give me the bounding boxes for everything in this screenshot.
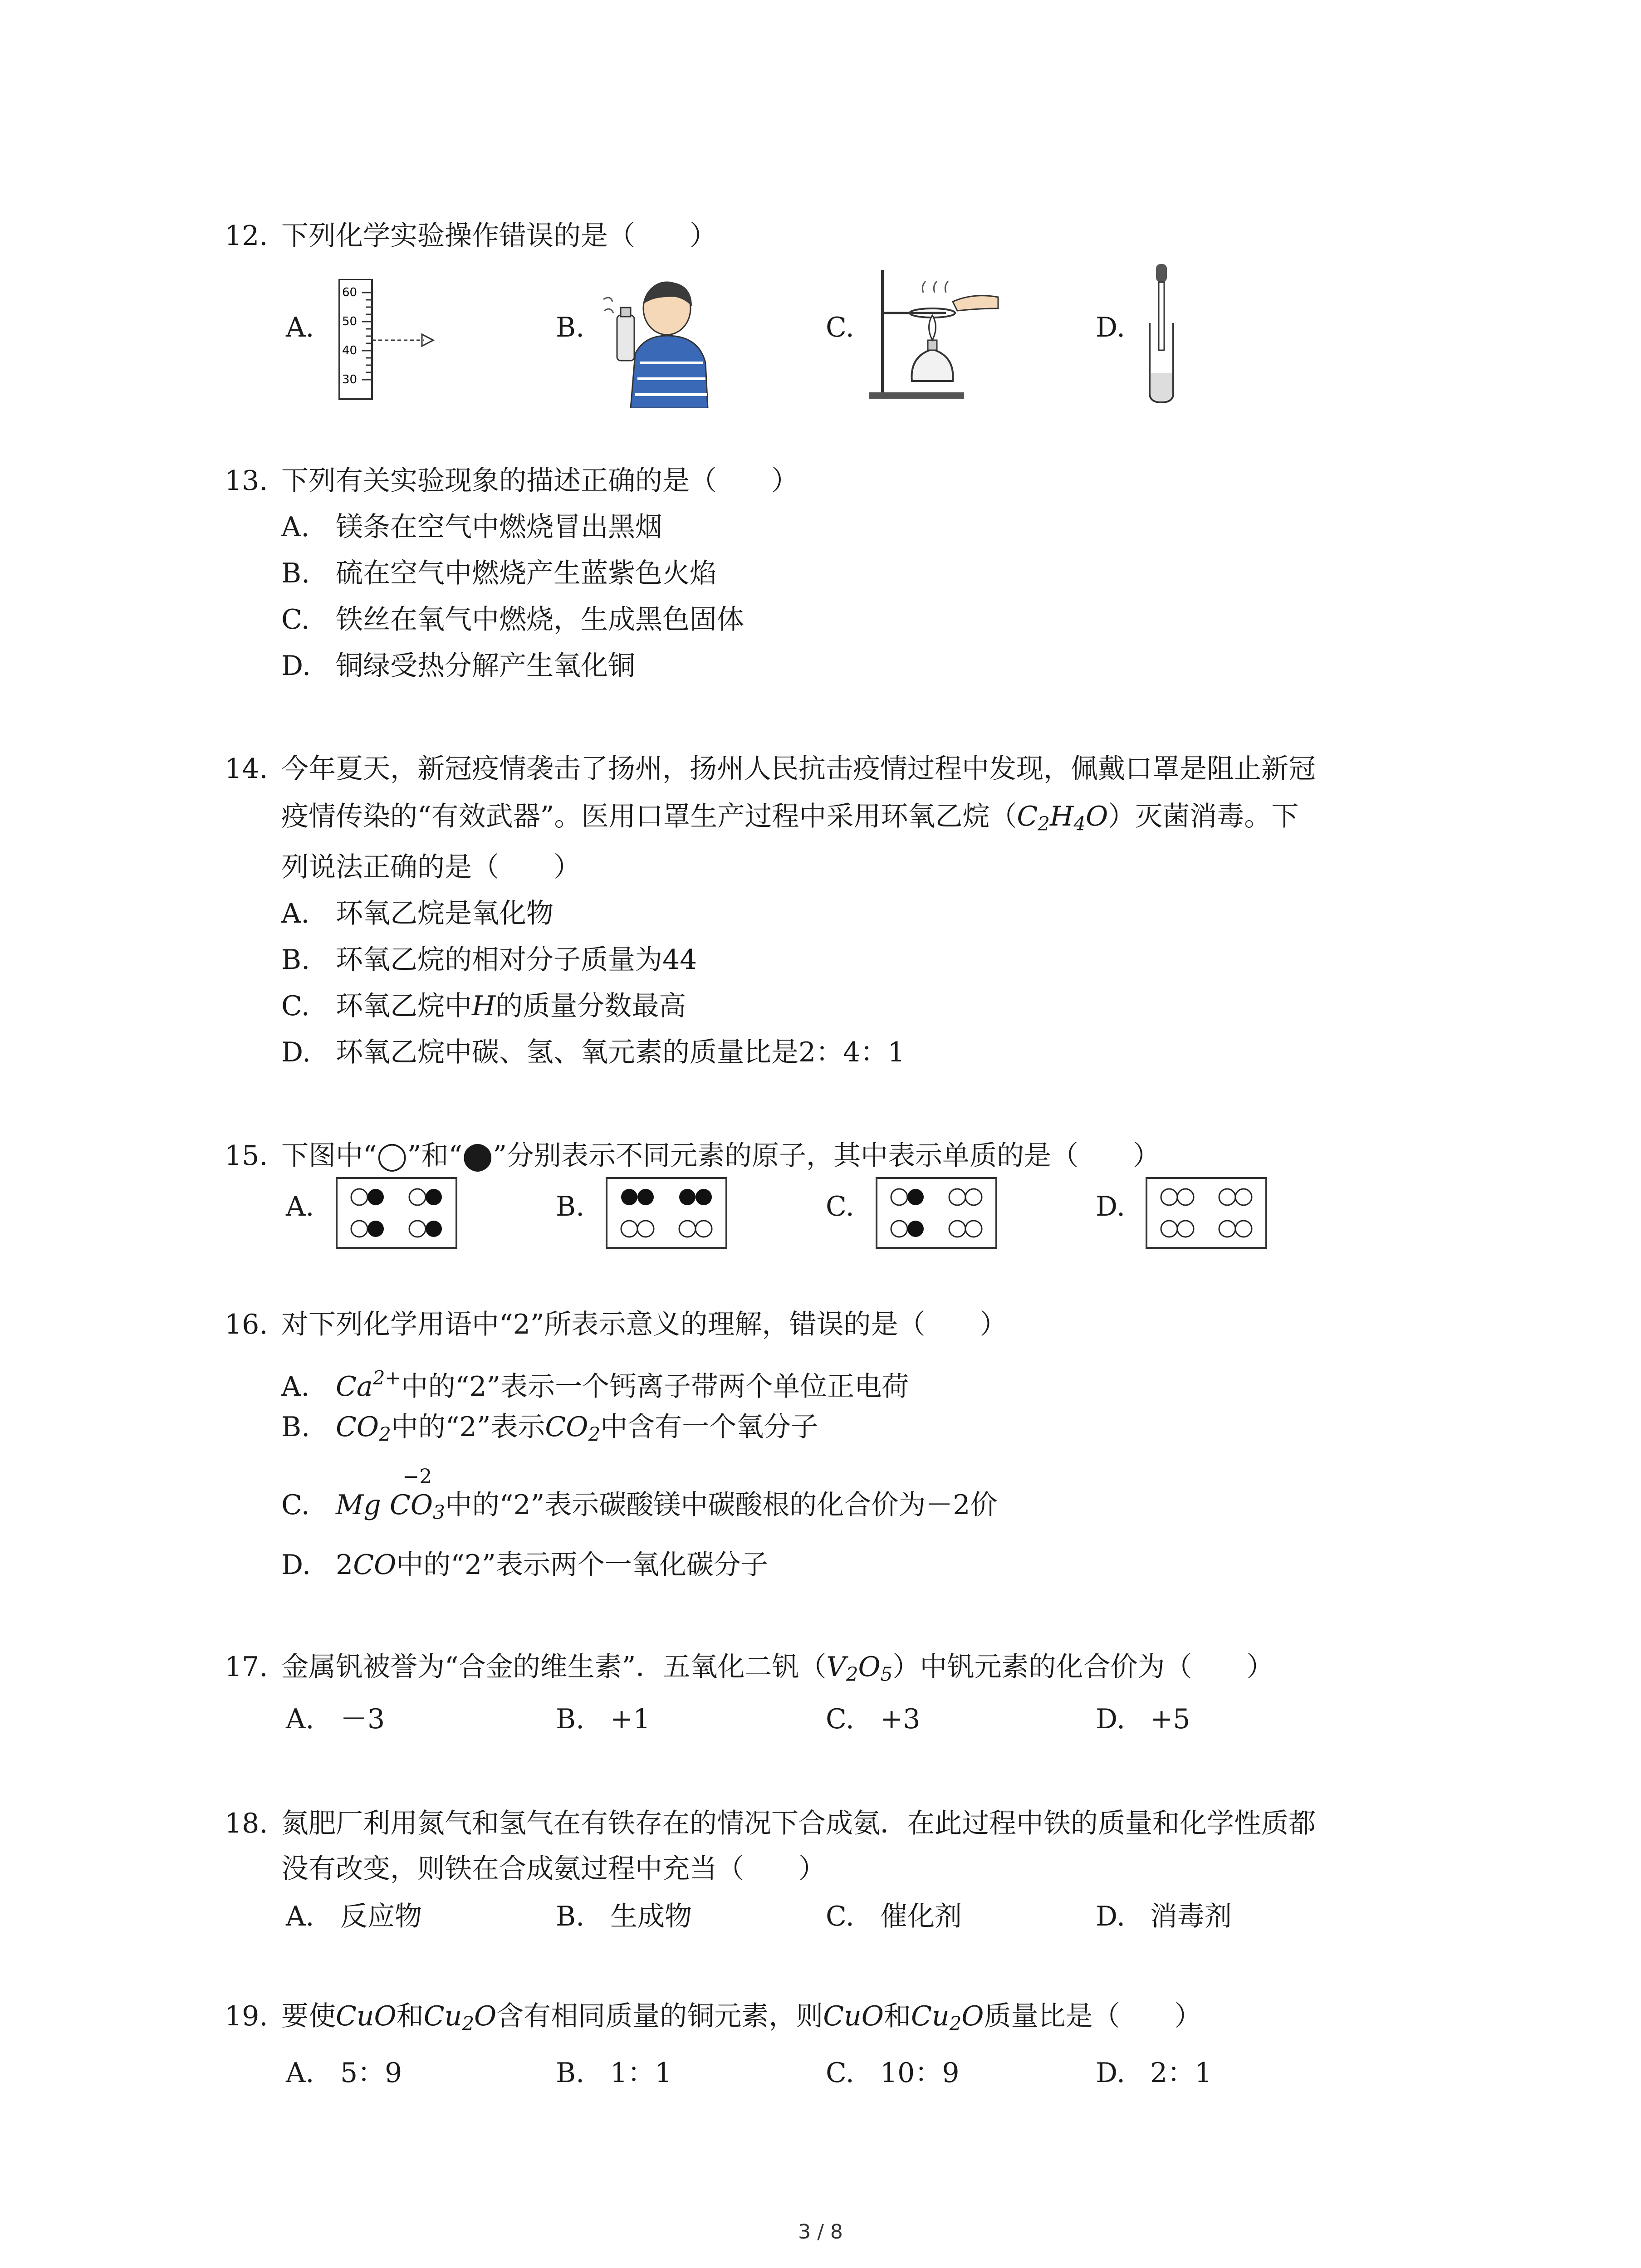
question-text: 下列有关实验现象的描述正确的是（ ） [281,465,798,497]
q16-option-c: C. Mg −2 $CO_3$中的“2”表示碳酸镁中碳酸根的化合价为－2价 [281,1482,997,1535]
q18-option-c: C. 催化剂 [826,1901,962,1932]
dropper-bulb-icon [1156,264,1167,282]
question-number: 12. [225,220,268,252]
formula-co2: $CO_2$ [545,1411,601,1446]
person-sniffing-figure [599,272,721,408]
flame-icon [929,315,936,340]
valence-mark: −2 [402,1465,432,1488]
q13-option-b: B. 硫在空气中燃烧产生蓝紫色火焰 [281,557,717,589]
q17-option-a: A. －3 [286,1703,385,1735]
q12-option-a-label: A. [286,312,314,343]
question-number: 17. [225,1651,268,1683]
q19-stem: 19. 要使CuO和$Cu_2O$含有相同质量的铜元素，则CuO和$Cu_2O$质量比是（ ） [225,1994,1202,2047]
q13-option-a: A. 镁条在空气中燃烧冒出黑烟 [281,511,662,543]
q12-option-c-label: C. [826,312,854,343]
q17-option-d: D. +5 [1096,1703,1190,1735]
q17-stem: 17. 金属钒被誉为“合金的维生素”．五氧化二钒$(V_2O_5)$中钒元素的化合价为（ ） [225,1644,1274,1697]
formula-c2h4o: $C_2H_4O$ [1017,801,1108,835]
question-text: 对下列化学用语中“2”所表示意义的理解，错误的是（ ） [281,1309,1007,1340]
q14-option-d: D. 环氧乙烷中碳、氢、氧元素的质量比是2：4：1 [281,1036,905,1068]
question-number: 14. [225,753,268,785]
q18-stem-line2: 没有改变，则铁在合成氨过程中充当（ ） [281,1853,826,1885]
q18-stem-line1: 18. 氮肥厂利用氮气和氢气在有铁存在的情况下合成氨．在此过程中铁的质量和化学性质都 [225,1801,1316,1846]
question-number: 19. [225,2000,268,2032]
q19-option-a: A. 5：9 [286,2057,402,2089]
question-number: 18. [225,1808,268,1839]
molecule-box-b [606,1177,728,1250]
q16-option-d: D. 2CO中的“2”表示两个一氧化碳分子 [281,1549,768,1581]
q15-stem [225,1133,1160,1178]
q19-option-b: B. 1：1 [556,2057,672,2089]
q19-option-d: D. 2：1 [1096,2057,1212,2089]
q18-option-a: A. 反应物 [286,1901,422,1932]
q17-option-c: C. +3 [826,1703,921,1735]
q15-option-b-label: B. [556,1191,585,1222]
molecule-box-c [876,1177,998,1250]
tick-label: 50 [342,315,358,328]
q14-option-c: C. 环氧乙烷中H的质量分数最高 [281,990,686,1022]
graduated-cylinder-figure [336,279,440,401]
q13-stem [225,458,798,503]
molecule-box-a [336,1177,458,1250]
alcohol-lamp-figure [864,265,1000,401]
hand-icon [953,296,998,311]
q19-option-c: C. 10：9 [826,2057,960,2089]
q12-stem [225,213,717,259]
q16-option-a: A. $Ca^{2+}$中的“2”表示一个钙离子带两个单位正电荷 [281,1367,909,1403]
question-number: 13. [225,465,268,497]
q15-option-a-label: A. [286,1191,314,1222]
question-number: 16. [225,1309,268,1340]
q15-option-d-label: D. [1096,1191,1126,1222]
q13-option-d: D. 铜绿受热分解产生氧化铜 [281,650,635,682]
q16-stem [225,1302,1007,1347]
question-number: 15. [225,1140,268,1172]
q17-option-b: B. +1 [556,1703,651,1735]
page-number: 3 / 8 [798,2220,843,2244]
question-text: 下列化学实验操作错误的是（ ） [281,220,717,252]
bottle-icon [617,315,634,361]
dropper-test-tube-figure [1143,264,1180,405]
tick-label: 40 [342,344,358,357]
q14-option-a: A. 环氧乙烷是氧化物 [281,898,554,929]
tick-label: 60 [342,286,358,299]
q14-option-b: B. 环氧乙烷的相对分子质量为44 [281,944,697,976]
q14-stem-line1: 14. 今年夏天，新冠疫情袭击了扬州，扬州人民抗击疫情过程中发现，佩戴口罩是阻止新冠 [225,746,1316,792]
q12-option-b-label: B. [556,312,585,343]
q14-stem-line3: 列说法正确的是（ ） [281,851,581,883]
q13-option-c: C. 铁丝在氧气中燃烧，生成黑色固体 [281,604,744,635]
tick-label: 30 [342,373,358,386]
q15-option-c-label: C. [826,1191,854,1222]
q12-option-d-label: D. [1096,312,1126,343]
q18-option-d: D. 消毒剂 [1096,1901,1232,1932]
formula-ca2plus: $Ca^{2+}$ [336,1367,401,1403]
formula-co2: $CO_2$ [336,1411,391,1446]
formula-v2o5: $V_2O_5$ [826,1651,893,1686]
q16-option-b: B. $CO_2$中的“2”表示$CO_2$中含有一个氧分子 [281,1411,818,1446]
question-text: 下图中“◯”和“⬤”分别表示不同元素的原子，其中表示单质的是（ ） [281,1140,1160,1172]
molecule-box-d [1146,1177,1268,1250]
q14-stem-line2: 疫情传染的“有效武器”。医用口罩生产过程中采用环氧乙烷$(C_2H_4O)$灭菌消毒。下 [281,801,1299,835]
q18-option-b: B. 生成物 [556,1901,692,1932]
